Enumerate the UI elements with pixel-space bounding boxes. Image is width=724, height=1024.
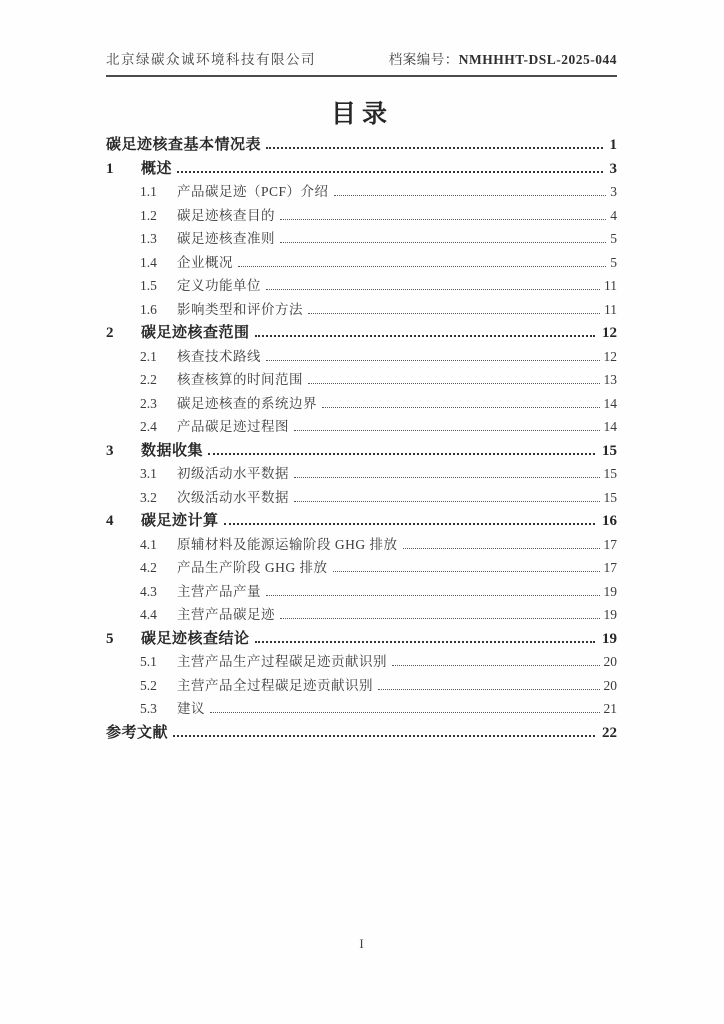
- archive-number-code: NMHHHT-DSL-2025-044: [458, 52, 617, 67]
- toc-entry-number: 5.1: [140, 654, 157, 669]
- toc-entry-label: 初级活动水平数据: [177, 466, 289, 481]
- archive-number: [389, 48, 617, 68]
- toc-entry-label: 定义功能单位: [177, 278, 261, 293]
- toc-entry[interactable]: [106, 274, 617, 298]
- toc-entry-page: 15: [603, 466, 617, 481]
- toc-leader-dots: [322, 407, 600, 408]
- toc-entry[interactable]: [106, 509, 617, 533]
- toc-entry-number: 5.2: [140, 677, 157, 693]
- toc-leader-dots: [280, 242, 606, 243]
- toc-entry[interactable]: [106, 439, 617, 463]
- toc-entry-label: 产品碳足迹（PCF）介绍: [177, 184, 329, 199]
- toc-entry[interactable]: [106, 697, 617, 721]
- toc-leader-dots: [280, 618, 600, 619]
- toc-entry[interactable]: [106, 298, 617, 322]
- toc-entry[interactable]: [106, 650, 617, 674]
- toc-leader-dots: [294, 477, 600, 478]
- toc-entry[interactable]: [106, 392, 617, 416]
- toc-leader-dots: [266, 147, 602, 149]
- toc-entry-page: 4: [610, 207, 617, 223]
- toc-entry[interactable]: [106, 627, 617, 651]
- toc-entry-label: 碳足迹核查准则: [177, 231, 275, 246]
- toc-entry-page: 5: [610, 254, 617, 270]
- toc-leader-dots: [210, 712, 600, 713]
- toc-entry[interactable]: [106, 533, 617, 557]
- toc-entry-number: 5.3: [140, 701, 157, 716]
- toc-entry-page: 15: [603, 489, 617, 505]
- toc-entry[interactable]: [106, 603, 617, 627]
- toc-entry-page: 19: [603, 583, 617, 599]
- toc-entry-label: 参考文献: [106, 724, 169, 741]
- toc-entry-page: 12: [603, 348, 617, 364]
- toc-entry-page: 3: [610, 184, 617, 199]
- toc-entry-page: 21: [603, 701, 617, 716]
- toc-entry-number: 4.3: [140, 583, 157, 599]
- toc-entry[interactable]: [106, 321, 617, 345]
- toc-entry-page: 17: [603, 560, 617, 575]
- toc-entry[interactable]: [106, 674, 617, 698]
- toc-entry-number: 3: [106, 442, 114, 459]
- toc-leader-dots: [308, 313, 600, 314]
- toc-entry-number: 2: [106, 325, 114, 341]
- toc-entry-number: 2.1: [140, 348, 157, 364]
- toc-entry-number: 1.6: [140, 301, 157, 317]
- toc-entry[interactable]: [106, 251, 617, 275]
- toc-entry-page: 13: [603, 372, 617, 387]
- toc-entry-page: 12: [602, 325, 617, 341]
- toc-leader-dots: [392, 665, 600, 666]
- toc-entry-label: 建议: [177, 701, 205, 716]
- toc-entry-label: 产品碳足迹过程图: [177, 419, 289, 434]
- toc-entry[interactable]: [106, 721, 617, 745]
- toc-entry-label: 碳足迹核查基本情况表: [106, 137, 262, 153]
- toc-entry-label: 核查技术路线: [177, 348, 261, 364]
- toc-entry[interactable]: [106, 462, 617, 486]
- toc-entry-label: 主营产品全过程碳足迹贡献识别: [177, 677, 373, 693]
- toc-entry-label: 原辅材料及能源运输阶段 GHG 排放: [177, 536, 398, 552]
- toc-entry-label: 碳足迹核查的系统边界: [177, 395, 317, 411]
- toc-entry-number: 4: [106, 513, 114, 529]
- toc-entry-number: 2.3: [140, 395, 157, 411]
- toc-entry-label: 碳足迹核查结论: [141, 630, 250, 647]
- toc-entry[interactable]: [106, 556, 617, 580]
- toc-entry-label: 次级活动水平数据: [177, 489, 289, 505]
- toc-entry-page: 22: [602, 724, 617, 741]
- toc-entry[interactable]: [106, 157, 617, 181]
- toc-leader-dots: [403, 548, 600, 549]
- toc-entry-label: 核查核算的时间范围: [177, 372, 303, 387]
- toc-entry-page: 11: [604, 278, 617, 293]
- toc-entry-label: 数据收集: [141, 442, 204, 459]
- toc-entry-label: 企业概况: [177, 254, 233, 270]
- toc-entry-page: 3: [609, 160, 617, 177]
- toc-entry-page: 19: [603, 607, 617, 622]
- toc-entry[interactable]: [106, 345, 617, 369]
- toc-entry-number: 4.2: [140, 560, 157, 575]
- toc-leader-dots: [208, 453, 595, 455]
- toc-entry-label: 概述: [141, 160, 173, 177]
- company-name: 北京绿碳众诚环境科技有限公司: [106, 52, 316, 67]
- toc-entry-number: 1.1: [140, 184, 157, 199]
- page-title: 目录: [330, 101, 393, 128]
- toc-entry-number: 3.2: [140, 489, 157, 505]
- toc-entry-label: 主营产品产量: [177, 583, 261, 599]
- toc-entry-page: 15: [602, 442, 617, 459]
- toc-leader-dots: [280, 219, 606, 220]
- toc-entry-page: 14: [603, 419, 617, 434]
- toc-entry[interactable]: [106, 368, 617, 392]
- toc-entry-page: 17: [603, 536, 617, 552]
- toc-leader-dots: [255, 641, 595, 643]
- toc-entry-number: 4.4: [140, 607, 157, 622]
- toc-entry-label: 碳足迹核查目的: [177, 207, 275, 223]
- toc-leader-dots: [224, 523, 595, 525]
- toc-entry-number: 2.4: [140, 419, 157, 434]
- toc-entry-page: 14: [603, 395, 617, 411]
- toc-leader-dots: [173, 735, 595, 737]
- toc-entry-page: 19: [602, 630, 617, 647]
- toc-entry-number: 2.2: [140, 372, 157, 387]
- toc-entry-number: 3.1: [140, 466, 157, 481]
- toc-leader-dots: [334, 195, 607, 196]
- toc-leader-dots: [238, 266, 606, 267]
- toc-entry-number: 1: [106, 160, 114, 177]
- toc-entry[interactable]: [106, 580, 617, 604]
- toc-leader-dots: [255, 335, 595, 337]
- toc-leader-dots: [266, 360, 600, 361]
- toc-entry-number: 4.1: [140, 536, 157, 552]
- toc-entry-label: 碳足迹计算: [141, 513, 219, 529]
- toc-entry-number: 1.5: [140, 278, 157, 293]
- toc-entry[interactable]: [106, 415, 617, 439]
- toc-leader-dots: [333, 571, 600, 572]
- toc-entry[interactable]: [106, 204, 617, 228]
- toc-entry-number: 1.4: [140, 254, 157, 270]
- page-header: [106, 48, 617, 77]
- toc-entry[interactable]: [106, 180, 617, 204]
- toc-entry-page: 20: [603, 654, 617, 669]
- toc-entry-label: 影响类型和评价方法: [177, 301, 303, 317]
- toc-leader-dots: [177, 171, 602, 173]
- toc-entry-page: 1: [609, 137, 617, 153]
- toc-entry-page: 20: [603, 677, 617, 693]
- toc-entry[interactable]: [106, 486, 617, 510]
- toc-entry-label: 产品生产阶段 GHG 排放: [177, 560, 328, 575]
- toc-list: [106, 133, 617, 744]
- toc-leader-dots: [266, 595, 600, 596]
- archive-number-label: 档案编号：: [388, 52, 459, 67]
- toc-entry-label: 主营产品生产过程碳足迹贡献识别: [177, 654, 387, 669]
- toc-leader-dots: [266, 289, 600, 290]
- toc-leader-dots: [294, 501, 600, 502]
- toc-entry-label: 碳足迹核查范围: [141, 325, 250, 341]
- toc-entry-number: 1.3: [140, 231, 157, 246]
- toc-leader-dots: [308, 383, 600, 384]
- toc-entry[interactable]: [106, 227, 617, 251]
- toc-leader-dots: [294, 430, 600, 431]
- toc-entry[interactable]: [106, 133, 617, 157]
- toc-leader-dots: [378, 689, 600, 690]
- toc-entry-page: 5: [610, 231, 617, 246]
- toc-entry-number: 1.2: [140, 207, 157, 223]
- toc-entry-label: 主营产品碳足迹: [177, 607, 275, 622]
- footer-page-number: I: [359, 936, 365, 951]
- toc-entry-page: 16: [602, 513, 617, 529]
- toc-entry-page: 11: [604, 301, 617, 317]
- toc-entry-number: 5: [106, 630, 114, 647]
